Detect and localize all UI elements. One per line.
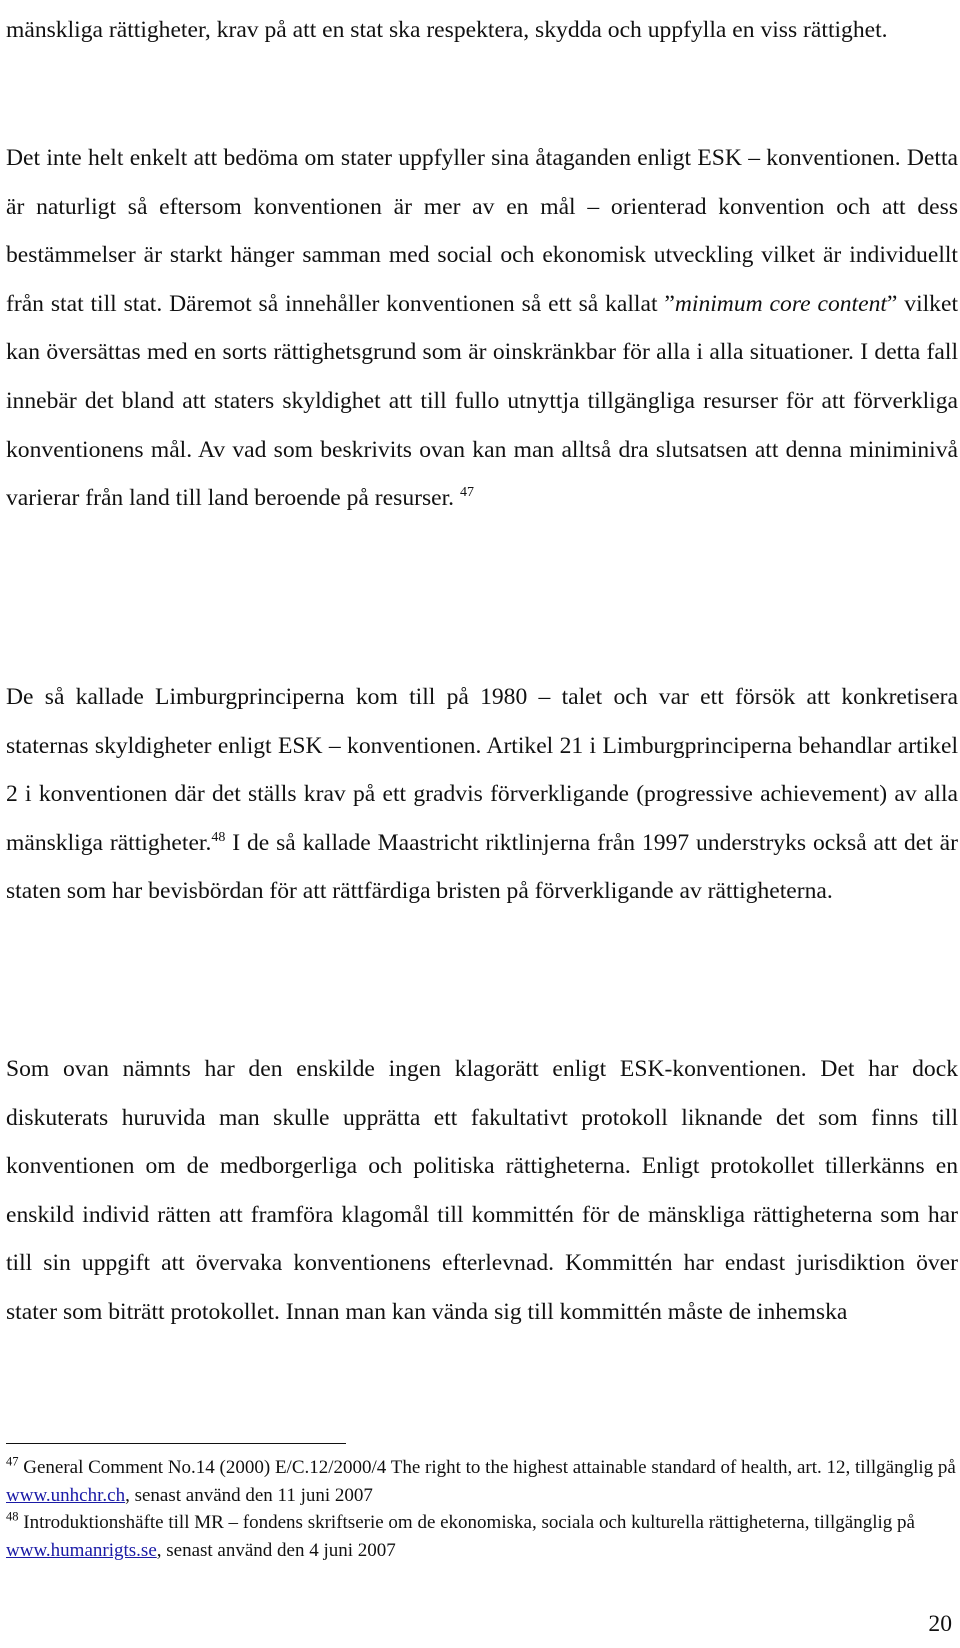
document-page <box>6 0 958 1648</box>
paragraph-1-text: mänskliga rättigheter, krav på att en stat ska respektera, skydda och uppfylla en viss rättighet. <box>6 17 888 43</box>
paragraph-2 <box>6 134 958 523</box>
paragraph-3 <box>6 673 958 916</box>
footnotes <box>6 1454 958 1564</box>
paragraph-3-text-end: I de så kallade Maastricht riktlinjerna från 1997 understryks också att det är staten som har bevisbördan för att rättfärdiga bristen på förverkligande av rättigheterna. <box>6 829 958 905</box>
footnote-number: 47 <box>6 1454 19 1469</box>
footnote-text: Introduktionshäfte till MR – fondens skriftserie om de ekonomiska, sociala och kulturella rättigheterna, tillgänglig på <box>18 1512 915 1533</box>
page-number: 20 <box>928 1611 952 1637</box>
paragraph-2-italic-term: minimum core content <box>674 290 887 317</box>
footnote-47 <box>6 1454 958 1509</box>
footnote-text-end: , senast använd den 11 juni 2007 <box>125 1484 373 1506</box>
footnote-number: 48 <box>6 1509 19 1524</box>
paragraph-4 <box>6 1045 958 1337</box>
paragraph-2-text-end: ” vilket kan översättas med en sorts rättighetsgrund som är oinskränkbar för alla i alla situationer. I detta fall innebär det bland att staters skyldighet att till fullo utnyttja tillgängliga resurser för att förverkliga konventionens mål. Av vad som beskrivits ovan kan man alltså dra slutsatsen att denna miniminivå varierar från land till land beroende på resurser. <box>6 290 958 512</box>
footnote-text: General Comment No.14 (2000) E/C.12/2000/4 The right to the highest attainable standard of health, art. 12, tillgänglig på <box>18 1457 956 1478</box>
footnote-text-end: , senast använd den 4 juni 2007 <box>156 1539 396 1561</box>
paragraph-4-text: Som ovan nämnts har den enskilde ingen klagorätt enligt ESK-konventionen. Det har dock diskuterats huruvida man skulle upprätta ett fakultativt protokoll liknande det som finns till konventionen om de medborgerliga och politiska rättigheterna. Enligt protokollet tillerkänns en enskild individ rätten att framföra klagomål till kommittén för de mänskliga rättigheterna som har till sin uppgift att övervaka konventionens efterlevnad. Kommittén har endast jurisdiktion över stater som biträtt protokollet. Innan man kan vända sig till kommittén måste de inhemska <box>6 1056 958 1325</box>
footnote-link-unhchr[interactable]: www.unhchr.ch <box>6 1484 126 1506</box>
footnote-ref-47[interactable]: 47 <box>459 485 474 501</box>
footnote-separator <box>6 1443 346 1444</box>
paragraph-1 <box>6 6 958 55</box>
footnote-link-humanrigts[interactable]: www.humanrigts.se <box>6 1539 157 1561</box>
paragraph-2-text-start: Det inte helt enkelt att bedöma om stater uppfyller sina åtaganden enligt ESK – konventionen. Detta är naturligt så eftersom konventionen är mer av en mål – orienterad konvention och att dess bestämmelser är starkt hänger samman med social och ekonomisk utveckling vilket är individuellt från stat till stat. Däremot så innehåller konventionen så ett så kallat ” <box>6 145 958 317</box>
paragraph-3-text-start: De så kallade Limburgprinciperna kom till på 1980 – talet och var ett försök att konkretisera staternas skyldigheter enligt ESK – konventionen. Artikel 21 i Limburgprinciperna behandlar artikel 2 i konventionen där det ställs krav på ett gradvis förverkligande (progressive achievement) av alla mänskliga rättigheter. <box>6 684 958 856</box>
footnote-48 <box>6 1509 958 1564</box>
footnote-ref-48[interactable]: 48 <box>211 829 226 845</box>
